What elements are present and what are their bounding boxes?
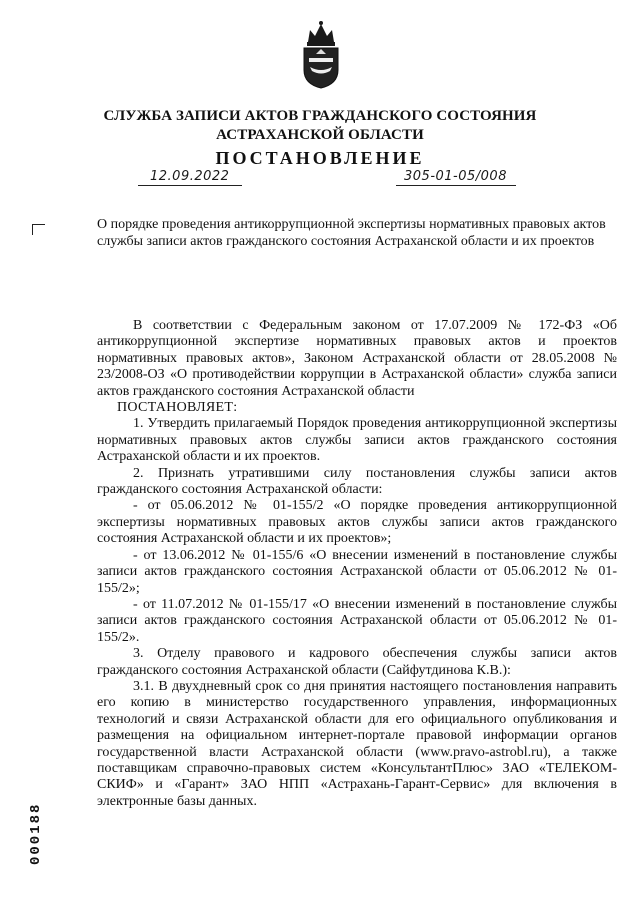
subject-corner-mark: [32, 224, 45, 235]
document-date: 12.09.2022: [150, 169, 230, 184]
clause-2-item-1: - от 05.06.2012 № 01-155/2 «О порядке проведения антикоррупционной экспертизы нормативных правовых актов службы записи актов гражданского состояния Астраханской области и их проектов»;: [97, 498, 617, 547]
coat-of-arms-icon: [296, 18, 346, 90]
resolves-heading: ПОСТАНОВЛЯЕТ:: [117, 400, 238, 416]
clause-2: 2. Признать утратившими силу постановления службы записи актов гражданского состояния Астраханской области:: [97, 465, 617, 498]
clause-2-item-3: - от 11.07.2012 № 01-155/17 «О внесении изменений в постановление службы записи актов гражданского состояния Астраханской области от 05.06.2012 № 01-155/2».: [97, 596, 617, 645]
clause-2-item-2: - от 13.06.2012 № 01-155/6 «О внесении изменений в постановление службы записи актов гражданского состояния Астраханской области от 05.06.2012 № 01-155/2»;: [97, 547, 617, 596]
document-type-title: ПОСТАНОВЛЕНИЕ: [215, 148, 425, 168]
document-number: 305-01-05/008: [404, 169, 507, 184]
date-underline: [138, 185, 242, 186]
clause-1: 1. Утвердить прилагаемый Порядок проведения антикоррупционной экспертизы нормативных правовых актов службы записи актов гражданского состояния Астраханской области и их проектов.: [97, 416, 617, 465]
document-body: [97, 318, 617, 810]
archive-stamp-number: 000188: [28, 802, 44, 865]
organization-name-line1: СЛУЖБА ЗАПИСИ АКТОВ ГРАЖДАНСКОГО СОСТОЯНИЯ: [103, 108, 537, 124]
document-subject: О порядке проведения антикоррупционной экспертизы нормативных правовых актов службы записи актов гражданского состояния Астраханской области и их проектов: [97, 217, 606, 249]
organization-name-line2: АСТРАХАНСКОЙ ОБЛАСТИ: [216, 127, 424, 143]
number-underline: [396, 185, 516, 186]
preamble-paragraph: В соответствии с Федеральным законом от 17.07.2009 № 172-ФЗ «Об антикоррупционной экспертизе нормативных правовых актов и проектов нормативных правовых актов», Законом Астраханской области от 28.05.2008 № 23/2008-ОЗ «О противодействии коррупции в Астраханской области» служба записи актов гражданского состояния Астраханской области: [97, 318, 617, 399]
clause-3-1: 3.1. В двухдневный срок со дня принятия настоящего постановления направить его копию в министерство государственного управления, информационных технологий и связи Астраханской области для его официального опубликования и размещения на официальном интернет-портале правовой информации органов государственной власти Астраханской области (www.pravo-astrobl.ru), а также поставщикам справочно-правовых систем «КонсультантПлюс» ЗАО «ТЕЛЕКОМ-СКИФ» и «Гарант» ЗАО НПП «Астрахань-Гарант-Сервис» для включения в электронные базы данных.: [97, 678, 617, 809]
clause-3: 3. Отделу правового и кадрового обеспечения службы записи актов гражданского состояния Астраханской области (Сайфутдинова К.В.):: [97, 646, 617, 678]
